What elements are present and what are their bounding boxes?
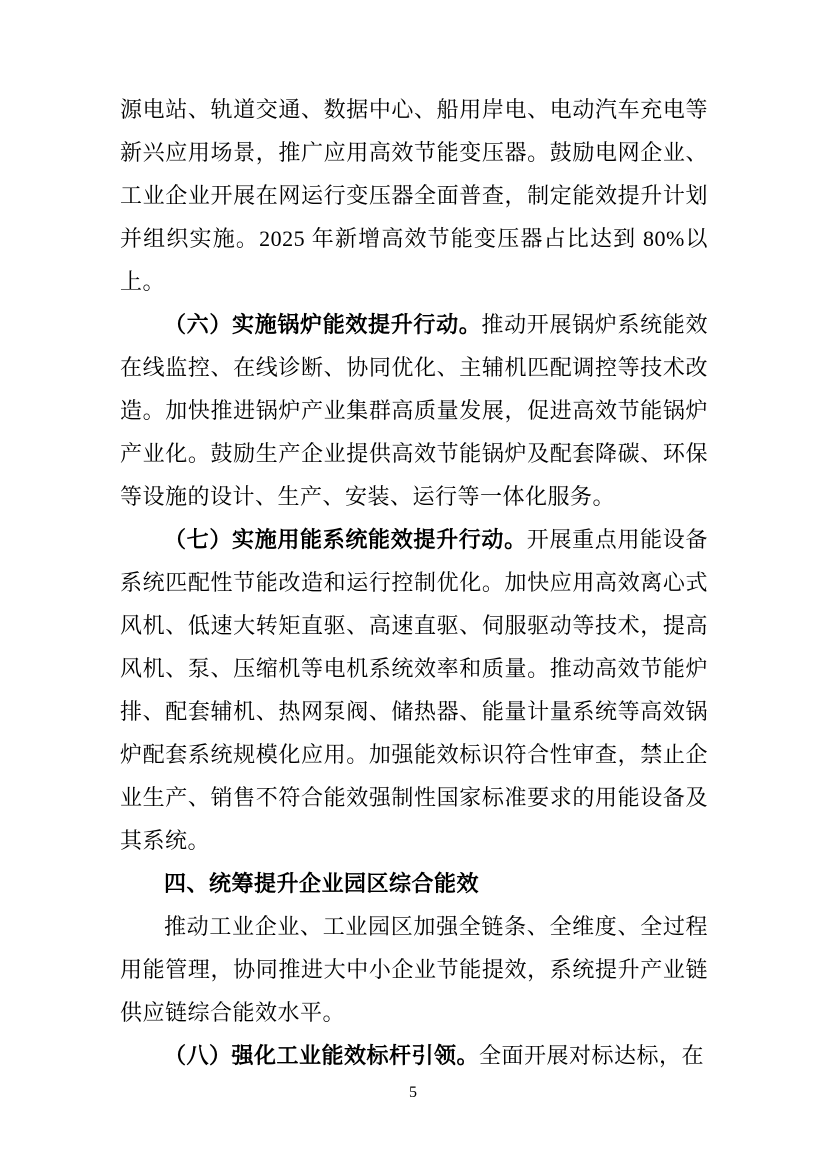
paragraph-item-6-lead: （六）实施锅炉能效提升行动。 xyxy=(164,312,482,337)
section-4-heading: 四、统筹提升企业园区综合能效 xyxy=(164,871,480,896)
paragraph-item-7-text: 开展重点用能设备系统匹配性节能改造和运行控制优化。加快应用高效离心式风机、低速大转矩直驱、高速直驱、伺服驱动等技术，提高风机、泵、压缩机等电机系统效率和质量。推动高效节能炉排、配套辅机、热网泵阀、储热器、能量计量系统等高效锅炉配套系统规模化应用。加强能效标识符合性审查，禁止企业生产、销售不符合能效强制性国家标准要求的用能设备及其系统。 xyxy=(120,527,708,853)
paragraph-item-8-text: 全面开展对标达标，在 xyxy=(479,1043,705,1068)
paragraph-section-4-intro: 推动工业企业、工业园区加强全链条、全维度、全过程用能管理，协同推进大中小企业节能提效，系统提升产业链供应链综合能效水平。 xyxy=(120,914,708,1025)
paragraph-item-7-lead: （七）实施用能系统能效提升行动。 xyxy=(164,527,527,552)
page-number: 5 xyxy=(409,1084,417,1101)
paragraph-item-8 xyxy=(120,1034,708,1077)
paragraph-item-6-text: 推动开展锅炉系统能效在线监控、在线诊断、协同优化、主辅机匹配调控等技术改造。加快推进锅炉产业集群高质量发展，促进高效节能锅炉产业化。鼓励生产企业提供高效节能锅炉及配套降碳、环保等设施的设计、生产、安装、运行等一体化服务。 xyxy=(120,312,708,509)
paragraph-item-7 xyxy=(120,518,708,862)
paragraph-transformer-continuation: 源电站、轨道交通、数据中心、船用岸电、电动汽车充电等新兴应用场景，推广应用高效节能变压器。鼓励电网企业、工业企业开展在网运行变压器全面普查，制定能效提升计划并组织实施。2025 年新增高效节能变压器占比达到 80%以上。 xyxy=(120,97,708,294)
paragraph-item-8-lead: （八）强化工业能效标杆引领。 xyxy=(164,1043,480,1068)
document-body xyxy=(120,88,708,1077)
paragraph-item-6 xyxy=(120,303,708,518)
